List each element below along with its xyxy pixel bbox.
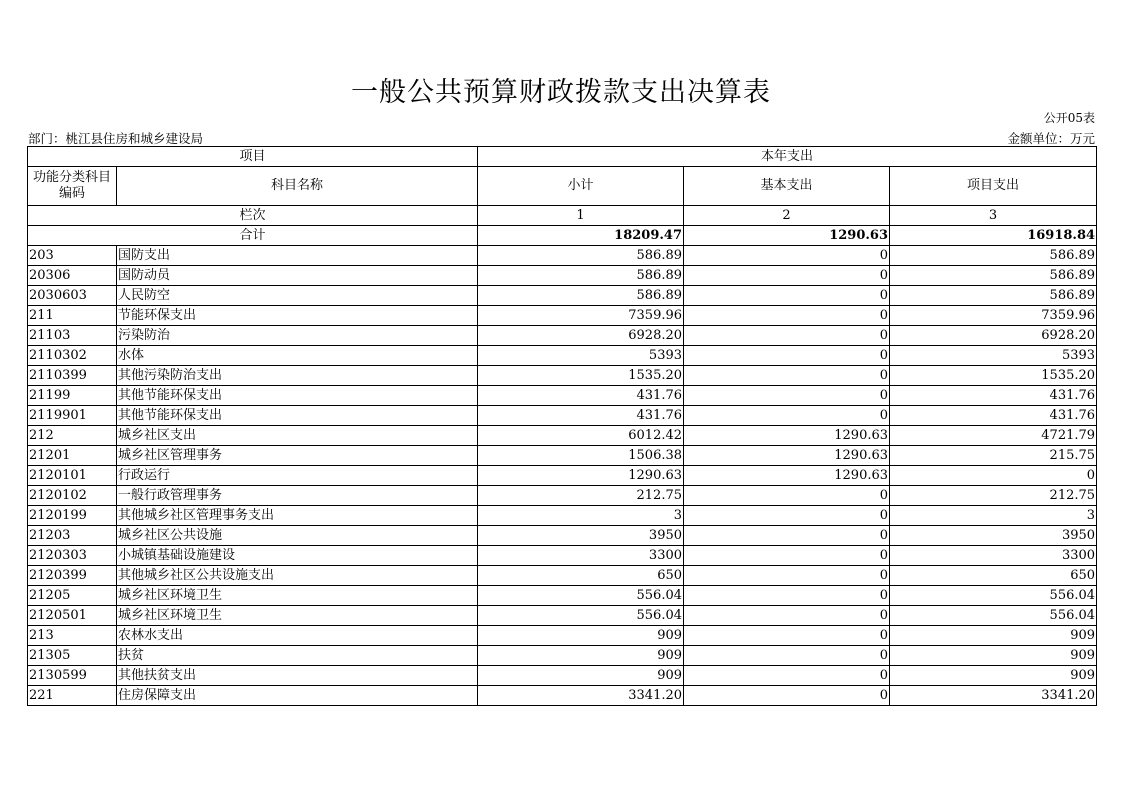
row-code: 2120399 xyxy=(28,566,117,586)
table-row xyxy=(28,546,1097,566)
row-project: 0 xyxy=(890,466,1097,486)
row-basic: 0 xyxy=(684,526,890,546)
row-name: 扶贫 xyxy=(117,646,478,666)
table-row xyxy=(28,646,1097,666)
department-label: 部门：桃江县住房和城乡建设局 xyxy=(28,131,204,146)
row-name: 城乡社区环境卫生 xyxy=(117,586,478,606)
row-basic: 0 xyxy=(684,286,890,306)
row-code: 2120199 xyxy=(28,506,117,526)
total-row xyxy=(28,226,1097,246)
row-code: 2030603 xyxy=(28,286,117,306)
row-name: 其他污染防治支出 xyxy=(117,366,478,386)
header-current-year: 本年支出 xyxy=(478,147,1097,167)
row-basic: 0 xyxy=(684,506,890,526)
row-name: 国防动员 xyxy=(117,266,478,286)
row-name: 城乡社区管理事务 xyxy=(117,446,478,466)
table-row xyxy=(28,666,1097,686)
row-name: 国防支出 xyxy=(117,246,478,266)
total-subtotal: 18209.47 xyxy=(478,226,684,246)
table-row xyxy=(28,466,1097,486)
row-subtotal: 556.04 xyxy=(478,586,684,606)
row-project: 3 xyxy=(890,506,1097,526)
row-code: 203 xyxy=(28,246,117,266)
row-code: 212 xyxy=(28,426,117,446)
row-project: 5393 xyxy=(890,346,1097,366)
row-basic: 0 xyxy=(684,486,890,506)
row-project: 4721.79 xyxy=(890,426,1097,446)
column-index-2: 2 xyxy=(684,206,890,226)
row-basic: 0 xyxy=(684,246,890,266)
row-project: 1535.20 xyxy=(890,366,1097,386)
table-row xyxy=(28,406,1097,426)
row-subtotal: 3 xyxy=(478,506,684,526)
row-name: 人民防空 xyxy=(117,286,478,306)
row-code: 20306 xyxy=(28,266,117,286)
total-basic: 1290.63 xyxy=(684,226,890,246)
header-project: 项目 xyxy=(28,147,478,167)
row-subtotal: 3950 xyxy=(478,526,684,546)
row-code: 2110302 xyxy=(28,346,117,366)
row-project: 556.04 xyxy=(890,586,1097,606)
total-project: 16918.84 xyxy=(890,226,1097,246)
table-row xyxy=(28,366,1097,386)
row-subtotal: 7359.96 xyxy=(478,306,684,326)
row-project: 650 xyxy=(890,566,1097,586)
row-code: 21205 xyxy=(28,586,117,606)
row-basic: 0 xyxy=(684,666,890,686)
row-subtotal: 5393 xyxy=(478,346,684,366)
row-code: 2120102 xyxy=(28,486,117,506)
row-project: 586.89 xyxy=(890,246,1097,266)
page-title: 一般公共预算财政拨款支出决算表 xyxy=(351,77,771,108)
row-basic: 1290.63 xyxy=(684,426,890,446)
table-row xyxy=(28,606,1097,626)
table-row xyxy=(28,566,1097,586)
row-project: 212.75 xyxy=(890,486,1097,506)
row-name: 城乡社区支出 xyxy=(117,426,478,446)
row-project: 7359.96 xyxy=(890,306,1097,326)
row-project: 6928.20 xyxy=(890,326,1097,346)
row-code: 21203 xyxy=(28,526,117,546)
header-row-2 xyxy=(28,167,1097,206)
table-row xyxy=(28,446,1097,466)
row-code: 2119901 xyxy=(28,406,117,426)
row-basic: 0 xyxy=(684,586,890,606)
table-row xyxy=(28,506,1097,526)
row-basic: 0 xyxy=(684,606,890,626)
header-code: 功能分类科目编码 xyxy=(28,167,117,206)
table-row xyxy=(28,266,1097,286)
row-project: 909 xyxy=(890,666,1097,686)
column-index-3: 3 xyxy=(890,206,1097,226)
row-code: 21103 xyxy=(28,326,117,346)
row-code: 21199 xyxy=(28,386,117,406)
row-subtotal: 586.89 xyxy=(478,266,684,286)
row-name: 节能环保支出 xyxy=(117,306,478,326)
row-code: 2120303 xyxy=(28,546,117,566)
row-code: 213 xyxy=(28,626,117,646)
row-basic: 0 xyxy=(684,386,890,406)
table-row xyxy=(28,626,1097,646)
row-subtotal: 3341.20 xyxy=(478,686,684,706)
row-subtotal: 909 xyxy=(478,666,684,686)
row-project: 3341.20 xyxy=(890,686,1097,706)
row-project: 3950 xyxy=(890,526,1097,546)
row-subtotal: 6012.42 xyxy=(478,426,684,446)
row-basic: 0 xyxy=(684,346,890,366)
header-row-1 xyxy=(28,147,1097,167)
row-basic: 1290.63 xyxy=(684,466,890,486)
column-index-1: 1 xyxy=(478,206,684,226)
row-subtotal: 6928.20 xyxy=(478,326,684,346)
header-basic: 基本支出 xyxy=(684,167,890,206)
row-basic: 0 xyxy=(684,326,890,346)
row-name: 住房保障支出 xyxy=(117,686,478,706)
table-row xyxy=(28,526,1097,546)
table-row xyxy=(28,486,1097,506)
row-name: 城乡社区环境卫生 xyxy=(117,606,478,626)
row-basic: 0 xyxy=(684,266,890,286)
table-row xyxy=(28,346,1097,366)
table-row xyxy=(28,246,1097,266)
row-project: 586.89 xyxy=(890,286,1097,306)
row-name: 其他城乡社区公共设施支出 xyxy=(117,566,478,586)
row-subtotal: 586.89 xyxy=(478,286,684,306)
row-basic: 0 xyxy=(684,546,890,566)
row-subtotal: 431.76 xyxy=(478,406,684,426)
row-code: 221 xyxy=(28,686,117,706)
row-name: 农林水支出 xyxy=(117,626,478,646)
total-label: 合计 xyxy=(28,226,478,246)
row-project: 431.76 xyxy=(890,386,1097,406)
row-basic: 0 xyxy=(684,566,890,586)
row-basic: 0 xyxy=(684,646,890,666)
row-project: 215.75 xyxy=(890,446,1097,466)
row-subtotal: 3300 xyxy=(478,546,684,566)
table-row xyxy=(28,586,1097,606)
header-name: 科目名称 xyxy=(117,167,478,206)
row-subtotal: 909 xyxy=(478,646,684,666)
row-subtotal: 212.75 xyxy=(478,486,684,506)
row-project: 909 xyxy=(890,646,1097,666)
form-code: 公开05表 xyxy=(1043,111,1095,125)
table-row xyxy=(28,686,1097,706)
row-name: 其他城乡社区管理事务支出 xyxy=(117,506,478,526)
row-name: 小城镇基础设施建设 xyxy=(117,546,478,566)
row-name: 城乡社区公共设施 xyxy=(117,526,478,546)
table-row xyxy=(28,426,1097,446)
column-index-label: 栏次 xyxy=(28,206,478,226)
row-subtotal: 1535.20 xyxy=(478,366,684,386)
row-project: 3300 xyxy=(890,546,1097,566)
row-name: 一般行政管理事务 xyxy=(117,486,478,506)
row-basic: 1290.63 xyxy=(684,446,890,466)
row-name: 其他节能环保支出 xyxy=(117,386,478,406)
row-name: 行政运行 xyxy=(117,466,478,486)
row-subtotal: 431.76 xyxy=(478,386,684,406)
expenditure-table xyxy=(27,146,1097,706)
row-code: 21201 xyxy=(28,446,117,466)
row-subtotal: 1290.63 xyxy=(478,466,684,486)
table-row xyxy=(28,386,1097,406)
row-subtotal: 650 xyxy=(478,566,684,586)
unit-label: 金额单位：万元 xyxy=(1007,131,1095,146)
table-row xyxy=(28,326,1097,346)
header-subtotal: 小计 xyxy=(478,167,684,206)
row-code: 2110399 xyxy=(28,366,117,386)
row-basic: 0 xyxy=(684,406,890,426)
row-basic: 0 xyxy=(684,626,890,646)
table-row xyxy=(28,306,1097,326)
row-basic: 0 xyxy=(684,306,890,326)
row-subtotal: 586.89 xyxy=(478,246,684,266)
row-basic: 0 xyxy=(684,686,890,706)
row-subtotal: 909 xyxy=(478,626,684,646)
row-name: 其他扶贫支出 xyxy=(117,666,478,686)
row-name: 污染防治 xyxy=(117,326,478,346)
column-index-row xyxy=(28,206,1097,226)
row-subtotal: 1506.38 xyxy=(478,446,684,466)
row-code: 2120501 xyxy=(28,606,117,626)
row-code: 211 xyxy=(28,306,117,326)
row-code: 2130599 xyxy=(28,666,117,686)
row-code: 21305 xyxy=(28,646,117,666)
row-name: 其他节能环保支出 xyxy=(117,406,478,426)
row-project: 556.04 xyxy=(890,606,1097,626)
row-project: 431.76 xyxy=(890,406,1097,426)
row-basic: 0 xyxy=(684,366,890,386)
table-row xyxy=(28,286,1097,306)
row-code: 2120101 xyxy=(28,466,117,486)
row-name: 水体 xyxy=(117,346,478,366)
row-project: 909 xyxy=(890,626,1097,646)
row-project: 586.89 xyxy=(890,266,1097,286)
row-subtotal: 556.04 xyxy=(478,606,684,626)
header-project-exp: 项目支出 xyxy=(890,167,1097,206)
